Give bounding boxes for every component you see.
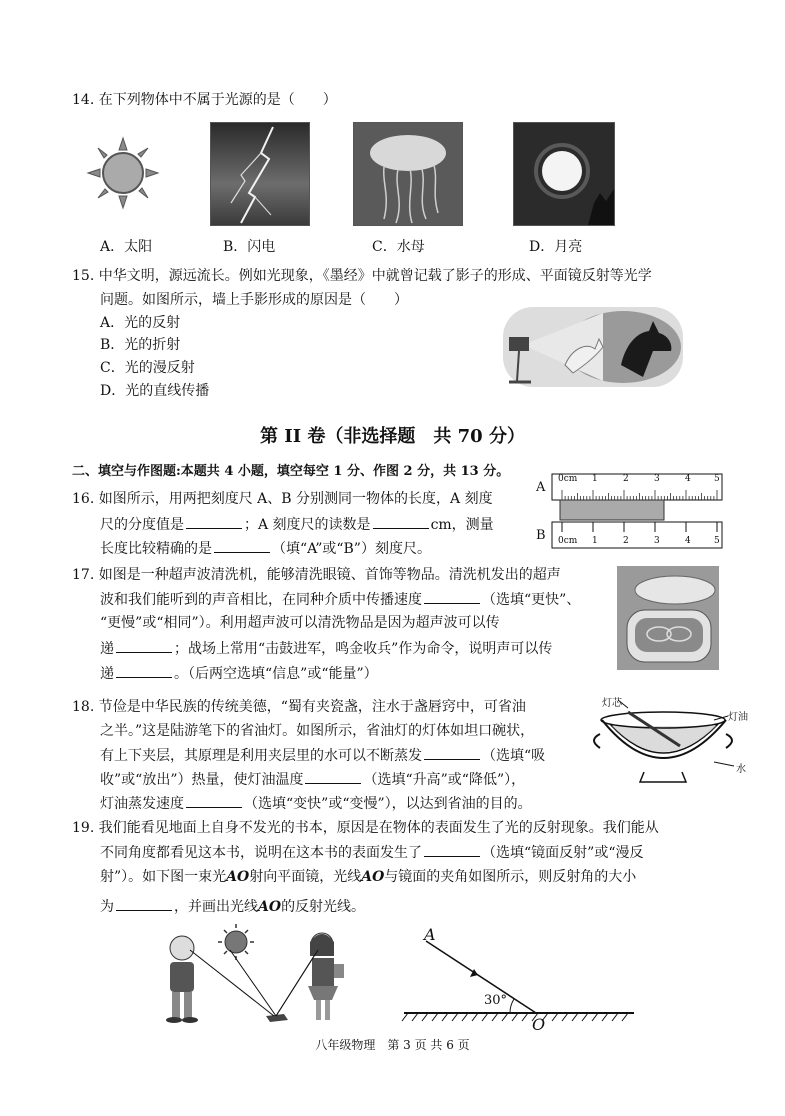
q19-line1: 19. 我们能看见地面上自身不发光的书本，原因是在物体的表面发生了光的反射现象。我们能从 xyxy=(72,820,659,836)
q16-line1: 16. 如图所示，用两把刻度尺 A、B 分别测同一物体的长度，A 刻度 xyxy=(72,491,493,507)
jellyfish-photo xyxy=(353,122,463,226)
q14-option-c: C．水母 xyxy=(372,239,425,255)
q16-blank-2[interactable] xyxy=(373,514,429,529)
q17-blank-3[interactable] xyxy=(116,663,172,678)
q17-blank-2[interactable] xyxy=(116,638,172,653)
q19-blank-1[interactable] xyxy=(424,842,480,857)
q18-line4: 收”或“放出”）热量，使灯油温度 （选填“升高”或“降低”）， xyxy=(100,769,525,790)
q15-option-d: D．光的直线传播 xyxy=(100,383,210,399)
q17-line2: 波和我们能听到的声音相比，在同种介质中传播速度 （选填“更快”、 xyxy=(100,589,580,610)
ruler-b-label: B xyxy=(536,528,546,543)
ruler-a-tick-3: 3 xyxy=(654,474,660,484)
q19-line4: 为 ，并画出光线AO的反射光线。 xyxy=(100,896,365,917)
q18-blank-1[interactable] xyxy=(424,745,480,760)
lamp-oil-label: 灯油 xyxy=(728,712,748,723)
lightning-photo xyxy=(210,122,310,226)
q18-line3: 有上下夹层，其原理是利用夹层里的水可以不断蒸发 （选填“吸 xyxy=(100,745,545,766)
ruler-b-tick-5: 5 xyxy=(714,536,720,546)
q18-line1: 18. 节俭是中华民族的传统美德，“蜀有夹瓷盏，注水于盏唇窍中，可省油 xyxy=(72,699,526,715)
q18-blank-2[interactable] xyxy=(305,769,361,784)
moon-photo xyxy=(513,122,615,226)
point-a-label: A xyxy=(424,925,436,944)
q17-line3: “更慢”或“相同”）。利用超声波可以清洗物品是因为超声波可以传 xyxy=(100,615,500,631)
angle-label: 30° xyxy=(484,993,508,1008)
plane-mirror-diagram xyxy=(400,925,640,1035)
oil-lamp-diagram xyxy=(588,696,748,786)
q18-line2: 之半。”这是陆游笔下的省油灯。如图所示，省油灯的灯体如坦口碗状， xyxy=(100,723,535,739)
ruler-b-tick-3: 3 xyxy=(654,536,660,546)
ruler-diagram xyxy=(536,470,726,556)
q15-line1: 15. 中华文明，源远流长。例如光现象，《墨经》中就曾记载了影子的形成、平面镜反射等光学 xyxy=(72,268,652,284)
ruler-a-tick-5: 5 xyxy=(714,474,720,484)
ruler-b-tick-4: 4 xyxy=(685,536,691,546)
lamp-wick-label: 灯芯 xyxy=(602,698,622,709)
hand-shadow-image xyxy=(503,307,683,387)
point-o-label: O xyxy=(532,1015,546,1034)
q16-line2: 尺的分度值是 ；A 刻度尺的读数是 cm，测量 xyxy=(100,514,494,535)
ruler-a-tick-2: 2 xyxy=(623,474,629,484)
ruler-b-tick-2: 2 xyxy=(623,536,629,546)
ruler-a-tick-1: 1 xyxy=(592,474,598,484)
q15-option-b: B．光的折射 xyxy=(100,337,181,353)
q16-blank-3[interactable] xyxy=(214,538,270,553)
lamp-water-label: 水 xyxy=(736,764,746,775)
q19-line2: 不同角度都看见这本书，说明在这本书的表面发生了 （选填“镜面反射”或“漫反 xyxy=(100,842,643,863)
reading-scene-illustration xyxy=(158,922,358,1032)
q17-line4: 递 ；战场上常用“击鼓进军，鸣金收兵”作为命令，说明声可以传 xyxy=(100,638,552,659)
q14-option-a: A．太阳 xyxy=(100,239,153,255)
section-heading: 二、填空与作图题:本题共 4 小题，填空每空 1 分、作图 2 分，共 13 分。 xyxy=(72,464,510,479)
section-title: 第 II 卷（非选择题 共 70 分） xyxy=(260,426,525,447)
q14-option-b: B．闪电 xyxy=(223,239,276,255)
ruler-a-tick-0: 0cm xyxy=(558,474,578,484)
q17-line1: 17. 如图是一种超声波清洗机，能够清洗眼镜、首饰等物品。清洗机发出的超声 xyxy=(72,567,561,583)
q15-option-c: C．光的漫反射 xyxy=(100,360,195,376)
q17-blank-1[interactable] xyxy=(424,589,480,604)
q14-option-d: D．月亮 xyxy=(529,239,583,255)
q14-stem: 14. 在下列物体中不属于光源的是（ ） xyxy=(72,92,337,108)
q18-line5: 灯油蒸发速度 （选填“变快”或“变慢”），以达到省油的目的。 xyxy=(100,793,532,814)
q15-option-a: A．光的反射 xyxy=(100,315,181,331)
q18-blank-3[interactable] xyxy=(186,793,242,808)
ruler-b-tick-1: 1 xyxy=(592,536,598,546)
ruler-a-label: A xyxy=(536,480,546,495)
ruler-b-tick-0: 0cm xyxy=(558,536,578,546)
ruler-a-tick-4: 4 xyxy=(685,474,691,484)
sun-icon xyxy=(86,136,160,210)
q19-line3: 射”）。如下图一束光AO射向平面镜，光线AO与镜面的夹角如图所示，则反射角的大小 xyxy=(100,869,637,885)
ultrasonic-cleaner-photo xyxy=(617,566,719,670)
q16-line3: 长度比较精确的是 （填“A”或“B”）刻度尺。 xyxy=(100,538,431,559)
page-footer: 八年级物理 第 3 页 共 6 页 xyxy=(315,1038,470,1052)
q17-line5: 递 。（后两空选填“信息”或“能量”） xyxy=(100,663,378,684)
q16-blank-1[interactable] xyxy=(186,514,242,529)
q19-blank-2[interactable] xyxy=(116,896,172,911)
q15-line2: 问题。如图所示，墙上手影形成的原因是（ ） xyxy=(100,292,408,308)
